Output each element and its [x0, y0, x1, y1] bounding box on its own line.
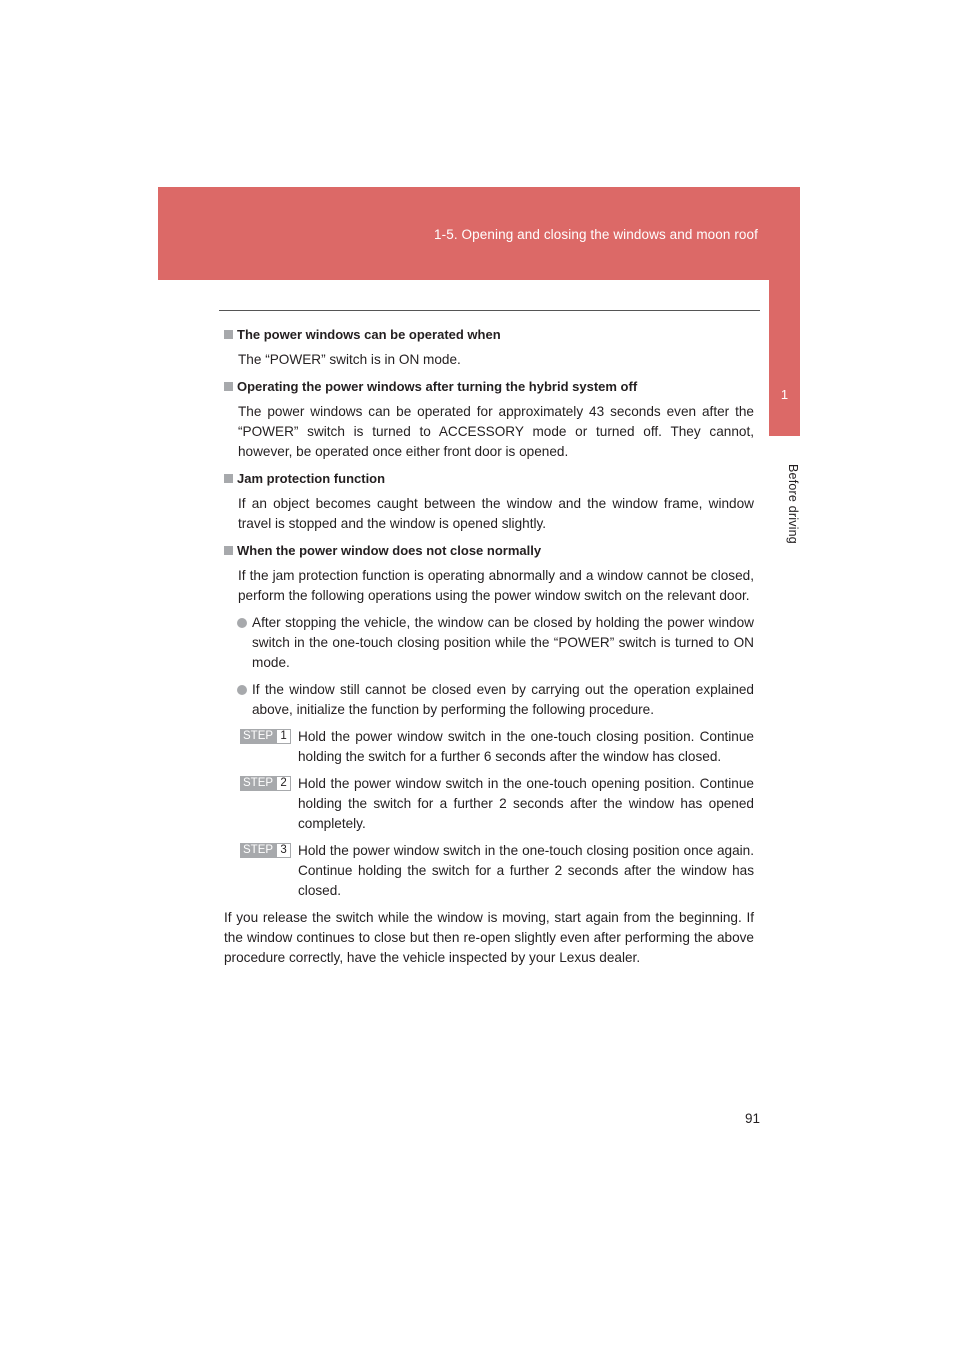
step-number: 1	[276, 729, 291, 744]
step-number: 3	[276, 843, 291, 858]
bullet-item	[252, 680, 754, 720]
step-badge	[240, 776, 291, 791]
circle-bullet-icon	[237, 618, 247, 628]
square-bullet-icon	[224, 330, 233, 339]
square-bullet-icon	[224, 382, 233, 391]
heading-text: The power windows can be operated when	[237, 327, 501, 342]
header-band	[158, 187, 800, 280]
bullet-item	[252, 613, 754, 673]
step-word: STEP	[240, 729, 276, 744]
step-item	[243, 774, 754, 834]
section-heading	[224, 541, 754, 561]
heading-text: Operating the power windows after turning the hybrid system off	[237, 379, 638, 394]
section-divider	[219, 310, 760, 311]
square-bullet-icon	[224, 474, 233, 483]
step-badge	[240, 843, 291, 858]
circle-bullet-icon	[237, 685, 247, 695]
step-word: STEP	[240, 776, 276, 791]
square-bullet-icon	[224, 546, 233, 555]
section-body: The “POWER” switch is in ON mode.	[238, 352, 461, 367]
chapter-number: 1	[780, 387, 789, 402]
section-body: If the jam protection function is operating abnormally and a window cannot be closed, perform the following operations using the power window switch on the relevant door.	[238, 568, 754, 603]
step-item	[243, 727, 754, 767]
step-text: Hold the power window switch in the one-touch closing position. Continue holding the switch for a further 6 seconds after the window has closed.	[298, 729, 754, 764]
step-text: Hold the power window switch in the one-touch opening position. Continue holding the switch for a further 2 seconds after the window has opened completely.	[298, 776, 754, 831]
step-badge	[240, 729, 291, 744]
bullet-text: If the window still cannot be closed even by carrying out the operation explained above, initialize the function by performing the following procedure.	[252, 682, 754, 717]
heading-text: When the power window does not close normally	[237, 543, 542, 558]
bullet-text: After stopping the vehicle, the window can be closed by holding the power window switch in the one-touch closing position while the “POWER” switch is turned to ON mode.	[252, 615, 754, 670]
chapter-label-text: Before driving	[786, 464, 800, 544]
step-number: 2	[276, 776, 291, 791]
section-heading	[224, 377, 754, 397]
step-text: Hold the power window switch in the one-touch closing position once again. Continue holding the switch for a further 2 seconds after the window has closed.	[298, 843, 754, 898]
page-number: 91	[744, 1111, 760, 1126]
section-heading	[224, 469, 754, 489]
closing-paragraph: If you release the switch while the window is moving, start again from the beginning. If the window continues to close but then re-open slightly even after performing the above procedure correctly, have the vehicle inspected by your Lexus dealer.	[224, 910, 754, 965]
page-content	[224, 325, 754, 968]
section-body: If an object becomes caught between the window and the window frame, window travel is stopped and the window is opened slightly.	[238, 496, 754, 531]
heading-text: Jam protection function	[237, 471, 386, 486]
step-item	[243, 841, 754, 901]
section-body: The power windows can be operated for approximately 43 seconds even after the “POWER” switch is turned to ACCESSORY mode or turned off. They cannot, however, be operated once either front door is opened.	[238, 404, 754, 459]
step-word: STEP	[240, 843, 276, 858]
chapter-tab[interactable]	[769, 280, 800, 436]
chapter-label	[769, 444, 800, 564]
section-title: 1-5. Opening and closing the windows and moon roof	[434, 227, 758, 242]
section-heading	[224, 325, 754, 345]
